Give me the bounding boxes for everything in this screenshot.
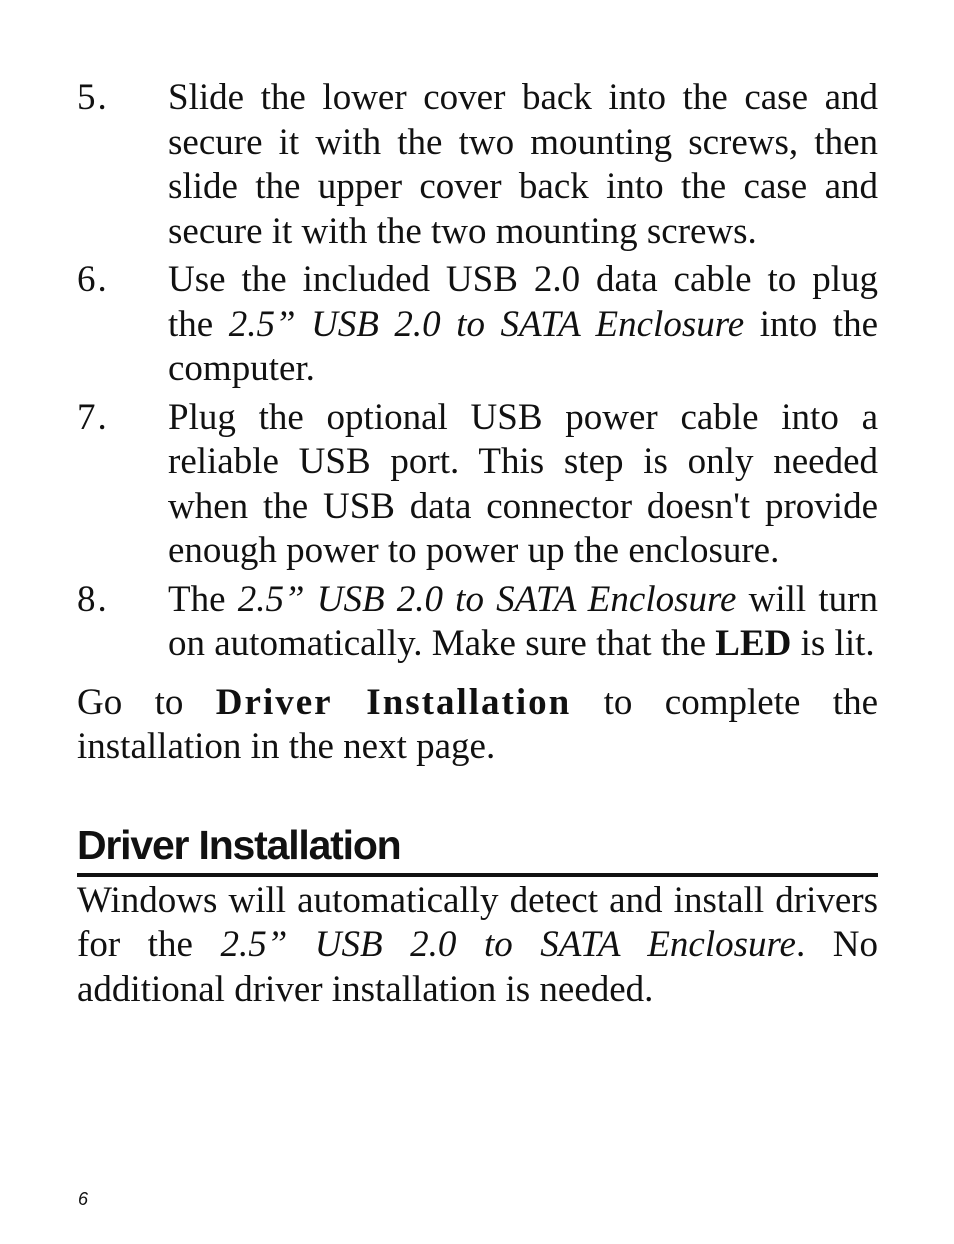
- step-number: 6.: [77, 259, 109, 300]
- step-5: [77, 76, 878, 254]
- step-text-part: The: [168, 578, 238, 620]
- goto-text-part: Go to: [77, 681, 216, 723]
- section-paragraph: [77, 879, 878, 1013]
- step-text-part: is lit.: [791, 623, 875, 664]
- section-heading: Driver Installation: [77, 821, 878, 877]
- step-number: 5.: [77, 77, 109, 118]
- goto-text-part: to complete the installation in the next page.: [77, 681, 879, 767]
- step-text: [168, 578, 878, 667]
- step-number: 7.: [77, 396, 109, 438]
- paragraph-text-part: . No additional driver installation is needed.: [77, 924, 878, 1010]
- step-text-part: into the computer.: [168, 303, 878, 389]
- product-name: 2.5” USB 2.0 to SATA Enclosure: [237, 578, 737, 620]
- goto-paragraph: [77, 681, 878, 770]
- led-label: LED: [715, 623, 792, 664]
- product-name: 2.5” USB 2.0 to SATA Enclosure: [228, 303, 745, 345]
- step-number: 8.: [77, 578, 109, 620]
- paragraph-text-part: Windows will automatically detect and install drivers for the: [77, 879, 878, 965]
- step-6: [77, 258, 878, 392]
- step-8: [77, 578, 878, 667]
- step-text: [168, 258, 878, 392]
- step-7: [77, 396, 878, 574]
- page-number: 6: [78, 1189, 89, 1209]
- product-name: 2.5” USB 2.0 to SATA Enclosure: [220, 924, 796, 965]
- step-text: Slide the lower cover back into the case and secure it with the two mounting screws, then slide the upper cover back into the case and secure it with the two mounting screws.: [168, 77, 878, 252]
- manual-page: [77, 76, 878, 1012]
- step-text-part: will turn on automatically. Make sure that the: [168, 578, 878, 664]
- driver-installation-reference: Driver Installation: [215, 681, 572, 723]
- step-text-part: Use the included USB 2.0 data cable to plug the: [168, 259, 878, 345]
- step-text: Plug the optional USB power cable into a reliable USB port. This step is only needed when the USB data connector doesn't provide enough power to power up the enclosure.: [168, 396, 878, 571]
